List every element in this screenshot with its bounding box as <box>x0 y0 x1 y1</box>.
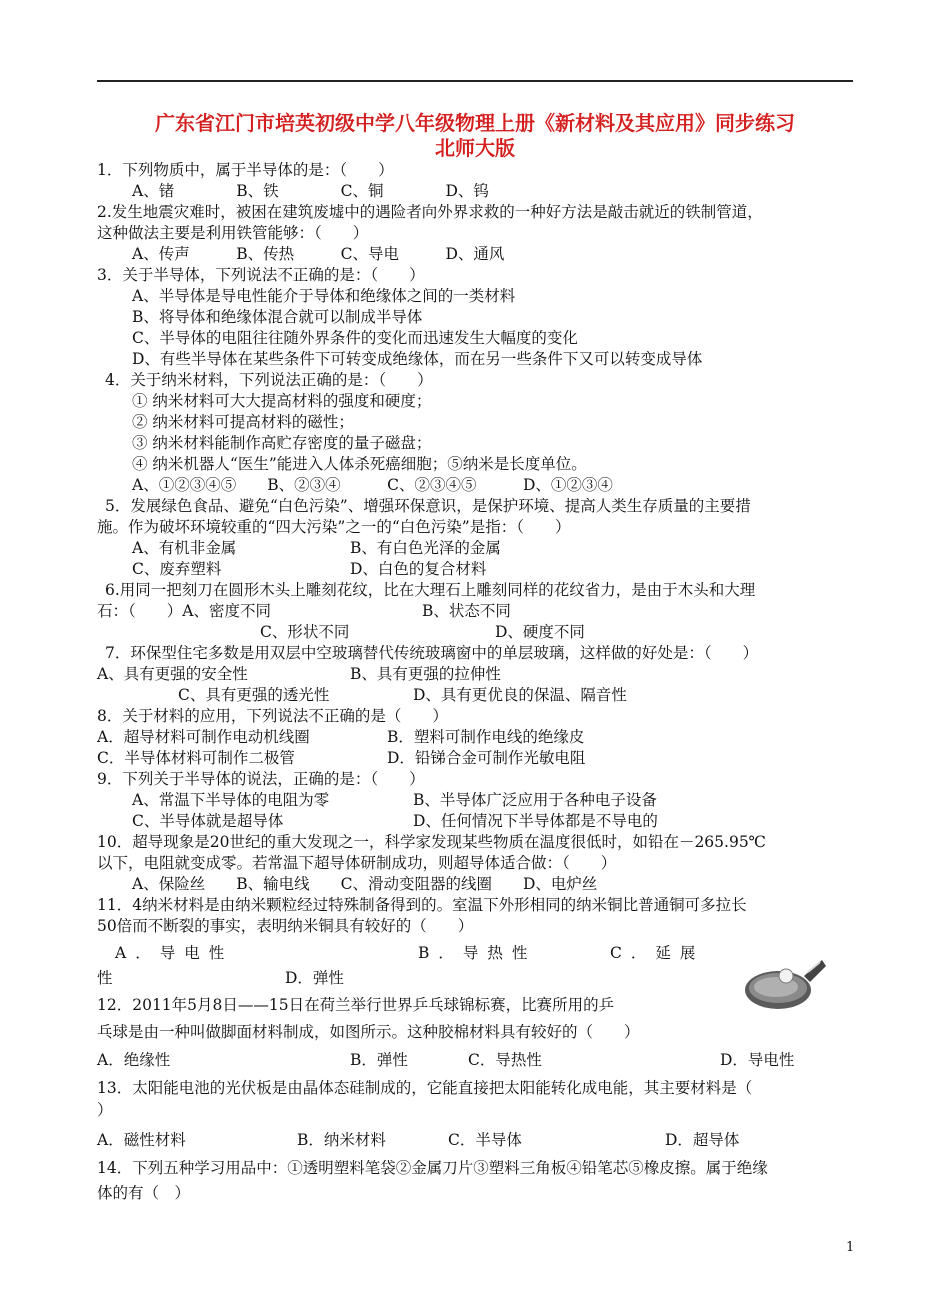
question-14-cont: 体的有（ ） <box>97 1184 191 1202</box>
question-10: 10．超导现象是20世纪的重大发现之一，科学家发现某些物质在温度很低时，如铅在－265.95℃ <box>97 833 767 851</box>
question-11-option-c-cont: 性 <box>97 969 113 987</box>
question-13-option-b: B．纳米材料 <box>297 1131 386 1149</box>
question-8-option-c: C．半导体材料可制作二极管 <box>97 749 295 767</box>
question-1: 1．下列物质中，属于半导体的是：（ ） <box>97 161 394 179</box>
question-7-option-a: A、具有更强的安全性 <box>97 665 248 683</box>
question-6-option-c: C、形状不同 <box>260 623 350 641</box>
question-6-option-d: D、硬度不同 <box>495 623 585 641</box>
question-12-option-d: D．导电性 <box>720 1051 795 1069</box>
question-9-option-b: B、半导体广泛应用于各种电子设备 <box>413 791 657 809</box>
question-9-option-d: D、任何情况下半导体都是不导电的 <box>413 812 658 830</box>
question-3-option-c: C、半导体的电阻往往随外界条件的变化而迅速发生大幅度的变化 <box>132 329 578 347</box>
question-4-item-2: ② 纳米材料可提高材料的磁性； <box>132 413 354 431</box>
question-4-item-1: ① 纳米材料可大大提高材料的强度和硬度； <box>132 392 432 410</box>
question-6-cont: 石：（ ）A、密度不同 <box>97 602 271 620</box>
question-10-options: A、保险丝 B、输电线 C、滑动变阻器的线圈 D、电炉丝 <box>132 875 598 893</box>
question-6: 6.用同一把刻刀在圆形木头上雕刻花纹，比在大理石上雕刻同样的花纹省力，是由于木头和大理 <box>105 581 756 599</box>
question-7-option-b: B、具有更强的拉伸性 <box>350 665 501 683</box>
question-12-cont: 乓球是由一种叫做脚面材料制成，如图所示。这种胶棉材料具有较好的（ ） <box>97 1023 640 1041</box>
question-13-option-d: D．超导体 <box>665 1131 740 1149</box>
question-5-option-a: A、有机非金属 <box>132 539 237 557</box>
question-13-option-c: C．半导体 <box>448 1131 522 1149</box>
question-11-cont: 50倍而不断裂的事实，表明纳米铜具有较好的（ ） <box>97 917 474 935</box>
question-12-option-b: B．弹性 <box>350 1051 408 1069</box>
question-11-option-d: D．弹性 <box>285 969 344 987</box>
question-12-option-a: A．绝缘性 <box>97 1051 171 1069</box>
question-8-option-a: A．超导材料可制作电动机线圈 <box>97 728 310 746</box>
question-4: 4．关于纳米材料，下列说法正确的是：（ ） <box>105 371 433 389</box>
question-9-option-a: A、常温下半导体的电阻为零 <box>132 791 330 809</box>
question-5-cont: 施。作为破坏环境较重的“四大污染”之一的“白色污染”是指：（ ） <box>97 518 571 536</box>
question-12-option-c: C．导热性 <box>468 1051 542 1069</box>
question-5-option-c: C、废弃塑料 <box>132 560 222 578</box>
question-3-option-d: D、有些半导体在某些条件下可转变成绝缘体，而在另一些条件下又可以转变成导体 <box>132 350 703 368</box>
question-9-option-c: C、半导体就是超导体 <box>132 812 284 830</box>
question-8: 8．关于材料的应用，下列说法不正确的是（ ） <box>97 707 448 725</box>
question-14: 14．下列五种学习用品中：①透明塑料笔袋②金属刀片③塑料三角板④铅笔芯⑤橡皮擦。属于绝缘 <box>97 1159 768 1177</box>
question-2-options: A、传声 B、传热 C、导电 D、通风 <box>132 245 505 263</box>
question-7: 7．环保型住宅多数是用双层中空玻璃替代传统玻璃窗中的单层玻璃，这样做的好处是：（ ） <box>105 644 759 662</box>
question-1-options: A、锗 B、铁 C、铜 D、钨 <box>132 182 489 200</box>
page-number: 1 <box>846 1240 855 1255</box>
header-rule <box>97 80 853 82</box>
question-2: 2.发生地震灾难时，被困在建筑废墟中的遇险者向外界求救的一种好方法是敲击就近的铁制管道， <box>97 203 763 221</box>
question-9: 9．下列关于半导体的说法，正确的是：（ ） <box>97 770 425 788</box>
question-11-option-a: A．导电性 <box>115 944 234 962</box>
question-11-option-b: B．导热性 <box>418 944 537 962</box>
question-7-option-d: D、具有更优良的保温、隔音性 <box>413 686 627 704</box>
question-12: 12．2011年5月8日——15日在荷兰举行世界乒乓球锦标赛，比赛所用的乒 <box>97 996 615 1014</box>
document-title: 广东省江门市培英初级中学八年级物理上册《新材料及其应用》同步练习 <box>155 111 795 135</box>
question-5-option-d: D、白色的复合材料 <box>350 560 487 578</box>
question-13-option-a: A．磁性材料 <box>97 1131 186 1149</box>
question-4-item-3: ③ 纳米材料能制作高贮存密度的量子磁盘； <box>132 434 432 452</box>
document-title-line-2: 北师大版 <box>435 136 515 160</box>
question-2-cont: 这种做法主要是利用铁管能够：（ ） <box>97 224 369 242</box>
question-11: 11．4纳米材料是由纳米颗粒经过特殊制备得到的。室温下外形相同的纳米铜比普通铜可多拉长 <box>97 896 747 914</box>
question-3-option-a: A、半导体是导电性能介于导体和绝缘体之间的一类材料 <box>132 287 516 305</box>
question-5: 5．发展绿色食品、避免“白色污染”、增强环保意识，是保护环境、提高人类生存质量的主要措 <box>105 497 751 515</box>
question-4-options: A、①②③④⑤ B、②③④ C、②③④⑤ D、①②③④ <box>132 476 613 494</box>
question-4-item-4: ④ 纳米机器人“医生”能进入人体杀死癌细胞；⑤纳米是长度单位。 <box>132 455 587 473</box>
question-5-option-b: B、有白色光泽的金属 <box>350 539 501 557</box>
question-6-option-b: B、状态不同 <box>422 602 511 620</box>
question-7-option-c: C、具有更强的透光性 <box>178 686 330 704</box>
question-13-cont: ） <box>97 1101 113 1119</box>
question-13: 13．太阳能电池的光伏板是由晶体态硅制成的，它能直接把太阳能转化成电能，其主要材料是（ <box>97 1079 753 1097</box>
question-3: 3．关于半导体，下列说法不正确的是：（ ） <box>97 266 425 284</box>
question-10-cont: 以下，电阻就变成零。若常温下超导体研制成功，则超导体适合做：（ ） <box>97 854 617 872</box>
question-8-option-d: D．铅锑合金可制作光敏电阻 <box>387 749 586 767</box>
ping-pong-paddle-icon <box>742 954 828 1012</box>
question-11-option-c: C．延展 <box>610 944 705 962</box>
question-8-option-b: B．塑料可制作电线的绝缘皮 <box>387 728 585 746</box>
question-3-option-b: B、将导体和绝缘体混合就可以制成半导体 <box>132 308 423 326</box>
